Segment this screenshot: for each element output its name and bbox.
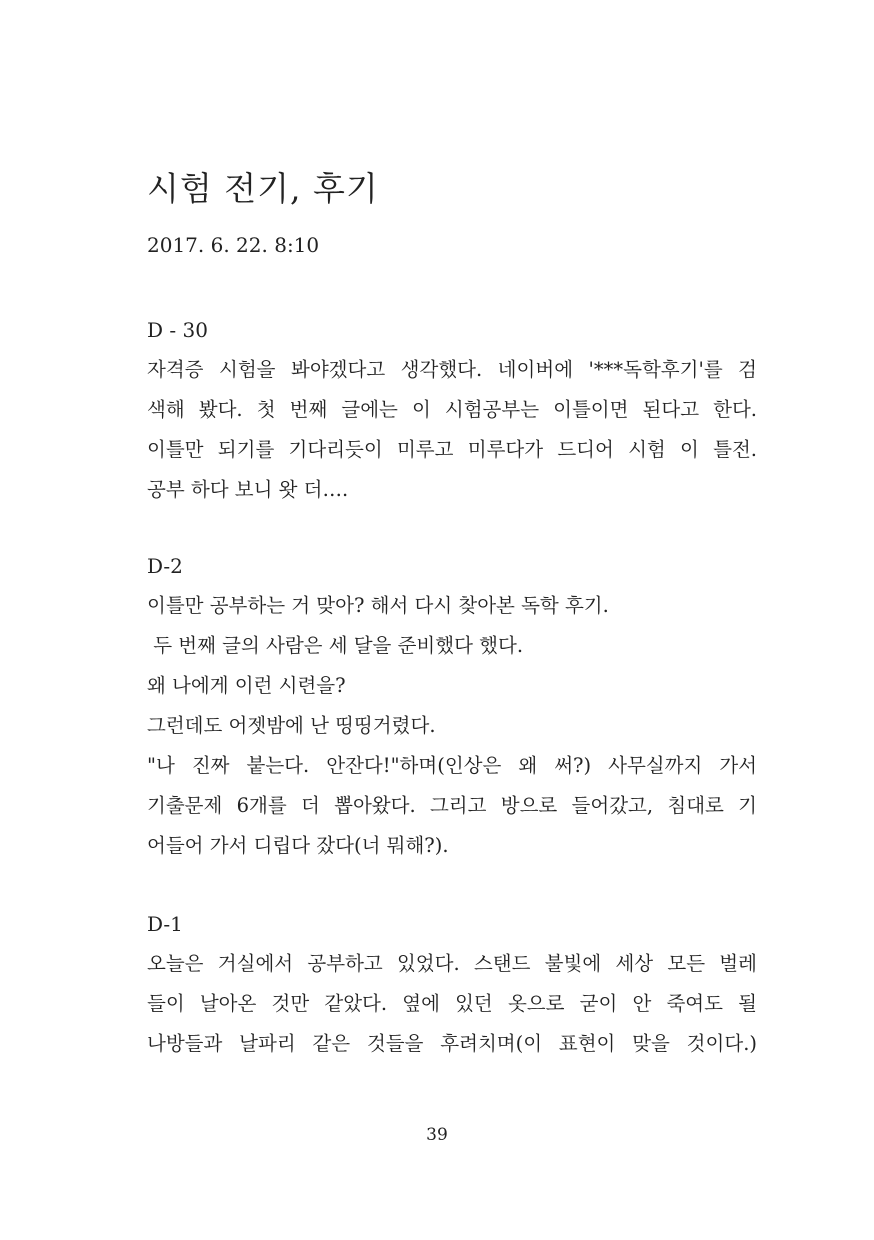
section-d1 bbox=[147, 904, 757, 1064]
paragraph-line: 들이 날아온 것만 같았다. 옆에 있던 옷으로 굳이 안 죽여도 될 bbox=[147, 992, 757, 1015]
paragraph-line: 오늘은 거실에서 공부하고 있었다. 스탠드 불빛에 세상 모든 벌레 bbox=[147, 952, 757, 975]
section-heading: D-2 bbox=[147, 554, 183, 578]
paragraph-line: 어들어 가서 디립다 잤다(너 뭐해?). bbox=[147, 834, 449, 857]
paragraph-line: 기출문제 6개를 더 뽑아왔다. 그리고 방으로 들어갔고, 침대로 기 bbox=[147, 794, 757, 817]
paragraph-line: 나방들과 날파리 같은 것들을 후려치며(이 표현이 맞을 것이다.) bbox=[147, 1032, 757, 1055]
section-heading: D-1 bbox=[147, 912, 183, 936]
section-d30 bbox=[147, 310, 757, 510]
page-title: 시험 전기, 후기 bbox=[147, 169, 379, 208]
paragraph-line: 이틀만 공부하는 거 맞아? 해서 다시 찾아본 독학 후기. bbox=[147, 594, 609, 617]
post-date: 2017. 6. 22. 8:10 bbox=[147, 233, 320, 257]
paragraph-line: 자격증 시험을 봐야겠다고 생각했다. 네이버에 '***독학후기'를 검 bbox=[147, 358, 757, 381]
paragraph-line: 왜 나에게 이런 시련을? bbox=[147, 674, 346, 697]
paragraph-line: 이틀만 되기를 기다리듯이 미루고 미루다가 드디어 시험 이 틀전. bbox=[147, 438, 757, 461]
page-number: 39 bbox=[426, 1125, 448, 1145]
paragraph-line: 두 번째 글의 사람은 세 달을 준비했다 했다. bbox=[147, 634, 524, 657]
paragraph-line: "나 진짜 붙는다. 안잔다!"하며(인상은 왜 써?) 사무실까지 가서 bbox=[147, 754, 757, 777]
section-heading: D - 30 bbox=[147, 318, 208, 342]
paragraph-line: 그런데도 어젯밤에 난 띵띵거렸다. bbox=[147, 714, 436, 737]
paragraph-line: 색해 봤다. 첫 번째 글에는 이 시험공부는 이틀이면 된다고 한다. bbox=[147, 398, 757, 421]
paragraph-line: 공부 하다 보니 왓 더…. bbox=[147, 478, 349, 501]
section-d2 bbox=[147, 546, 757, 866]
